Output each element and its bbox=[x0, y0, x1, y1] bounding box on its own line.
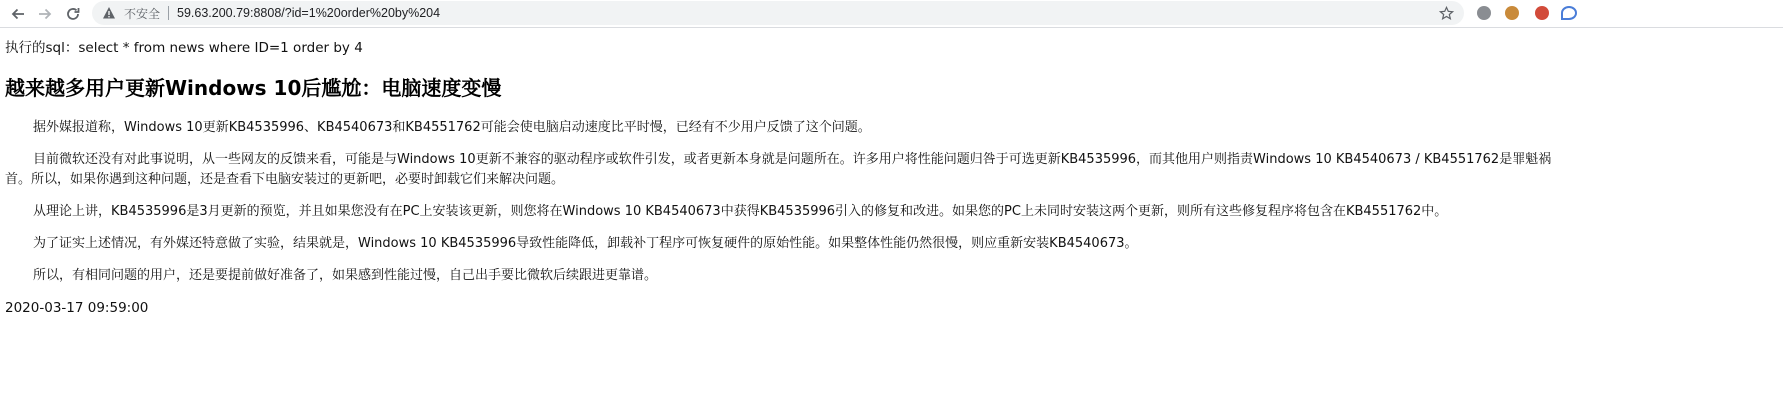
article-paragraph: 据外媒报道称，Windows 10更新KB4535996、KB4540673和KB4551762可能会使电脑启动速度比平时慢，已经有不少用户反馈了这个问题。 bbox=[33, 120, 871, 135]
extension-icon[interactable] bbox=[1535, 6, 1549, 20]
forward-arrow-icon bbox=[37, 6, 53, 22]
browser-toolbar bbox=[0, 0, 1783, 28]
reload-icon bbox=[65, 6, 81, 22]
url-text[interactable]: 59.63.200.79:8808/?id=1%20order%20by%204 bbox=[177, 6, 441, 20]
back-arrow-icon bbox=[10, 6, 26, 22]
address-bar[interactable] bbox=[92, 1, 1464, 25]
article-paragraph: 从理论上讲，KB4535996是3月更新的预览，并且如果您没有在PC上安装该更新，则您将在Windows 10 KB4540673中获得KB4535996引入的修复和改进。如果您的PC上未同时安装这两个更新，则所有这些修复程序将包含在KB4551762中。 bbox=[33, 204, 1448, 219]
extension-icon[interactable] bbox=[1561, 6, 1577, 20]
back-button[interactable] bbox=[7, 3, 29, 25]
bookmark-star-icon[interactable] bbox=[1438, 5, 1454, 21]
extension-icon[interactable] bbox=[1505, 6, 1519, 20]
article-title: 越来越多用户更新Windows 10后尴尬：电脑速度变慢 bbox=[5, 76, 502, 100]
executed-sql-text: 执行的sql：select * from news where ID=1 order by 4 bbox=[5, 40, 363, 56]
warning-triangle-icon[interactable] bbox=[102, 6, 116, 20]
forward-button[interactable] bbox=[34, 3, 56, 25]
security-label[interactable]: 不安全 bbox=[124, 6, 161, 21]
article-paragraph: 目前微软还没有对此事说明，从一些网友的反馈来看，可能是与Windows 10更新不兼容的驱动程序或软件引发，或者更新本身就是问题所在。许多用户将性能问题归咎于可选更新KB4535996，而其他用户则指责Windows 10 KB4540673 / KB4551762是罪魁祸首。所以，如果你遇到这种问题，还是查看下电脑安装过的更新吧，必要时卸载它们来解决问题。 bbox=[5, 152, 1552, 187]
page-content bbox=[0, 28, 1570, 414]
reload-button[interactable] bbox=[62, 3, 84, 25]
article-paragraph: 为了证实上述情况，有外媒还特意做了实验，结果就是，Windows 10 KB4535996导致性能降低，卸载补丁程序可恢复硬件的原始性能。如果整体性能仍然很慢，则应重新安装KB4540673。 bbox=[33, 236, 1138, 251]
article-paragraph: 所以，有相同问题的用户，还是要提前做好准备了，如果感到性能过慢，自己出手要比微软后续跟进更靠谱。 bbox=[33, 268, 658, 283]
publish-date: 2020-03-17 09:59:00 bbox=[5, 300, 149, 316]
extension-icon[interactable] bbox=[1477, 6, 1491, 20]
omnibox-separator bbox=[168, 6, 169, 20]
